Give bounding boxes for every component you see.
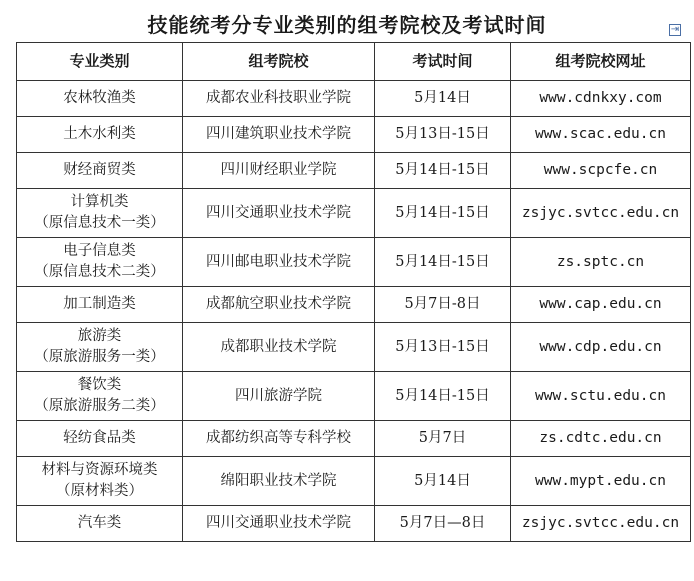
- cell-exam-time: 5月13日-15日: [375, 323, 511, 372]
- table-row: [17, 153, 691, 189]
- cell-exam-time: 5月7日—8日: [375, 506, 511, 542]
- cell-category: [17, 287, 183, 323]
- cell-exam-time: 5月13日-15日: [375, 117, 511, 153]
- table-row: [17, 506, 691, 542]
- cell-school: 成都职业技术学院: [183, 323, 375, 372]
- cell-school-url: zs.cdtc.edu.cn: [511, 421, 691, 457]
- category-line: 材料与资源环境类: [41, 462, 158, 478]
- cell-exam-time: 5月14日: [375, 81, 511, 117]
- cell-exam-time: 5月14日-15日: [375, 189, 511, 238]
- category-line: 农林牧渔类: [63, 90, 136, 106]
- cell-school: 四川财经职业学院: [183, 153, 375, 189]
- cell-school: 四川交通职业技术学院: [183, 506, 375, 542]
- cell-category: [17, 323, 183, 372]
- cell-category: [17, 117, 183, 153]
- cell-school-url: www.scac.edu.cn: [511, 117, 691, 153]
- table-body: [17, 81, 691, 542]
- table-header-row: [17, 43, 691, 81]
- category-line: 电子信息类: [63, 243, 136, 259]
- cell-school-url: www.cdp.edu.cn: [511, 323, 691, 372]
- column-header-url: 组考院校网址: [511, 43, 691, 81]
- category-line: （原旅游服务二类）: [34, 398, 165, 414]
- cell-school-url: www.scpcfe.cn: [511, 153, 691, 189]
- table-row: [17, 372, 691, 421]
- cell-category: [17, 238, 183, 287]
- export-icon[interactable]: ⇥: [670, 24, 680, 35]
- cell-school: 绵阳职业技术学院: [183, 457, 375, 506]
- table-row: [17, 238, 691, 287]
- category-line: 土木水利类: [63, 126, 136, 142]
- cell-school-url: zsjyc.svtcc.edu.cn: [511, 189, 691, 238]
- cell-school: 成都农业科技职业学院: [183, 81, 375, 117]
- cell-school-url: zsjyc.svtcc.edu.cn: [511, 506, 691, 542]
- cell-category: [17, 372, 183, 421]
- cell-category: [17, 189, 183, 238]
- category-line: 汽车类: [77, 515, 122, 531]
- cell-school: 四川邮电职业技术学院: [183, 238, 375, 287]
- cell-exam-time: 5月14日-15日: [375, 153, 511, 189]
- category-line: 财经商贸类: [63, 162, 136, 178]
- cell-exam-time: 5月14日-15日: [375, 238, 511, 287]
- column-header-time: 考试时间: [375, 43, 511, 81]
- cell-exam-time: 5月7日-8日: [375, 287, 511, 323]
- cell-exam-time: 5月14日-15日: [375, 372, 511, 421]
- category-line: 旅游类: [77, 328, 122, 344]
- cell-category: [17, 153, 183, 189]
- exam-table: [16, 42, 691, 542]
- cell-school: 成都航空职业技术学院: [183, 287, 375, 323]
- table-row: [17, 457, 691, 506]
- cell-school: 四川交通职业技术学院: [183, 189, 375, 238]
- category-line: （原旅游服务一类）: [34, 349, 165, 365]
- cell-category: [17, 457, 183, 506]
- cell-category: [17, 81, 183, 117]
- cell-school: 四川旅游学院: [183, 372, 375, 421]
- table-row: [17, 287, 691, 323]
- table-row: [17, 81, 691, 117]
- category-line: 餐饮类: [77, 377, 122, 393]
- cell-school-url: www.cdnkxy.com: [511, 81, 691, 117]
- cell-exam-time: 5月14日: [375, 457, 511, 506]
- category-line: （原信息技术二类）: [34, 264, 165, 280]
- category-line: 轻纺食品类: [63, 430, 136, 446]
- column-header-school: 组考院校: [183, 43, 375, 81]
- category-line: 加工制造类: [63, 296, 136, 312]
- category-line: 计算机类: [70, 194, 129, 210]
- category-line: （原信息技术一类）: [34, 215, 165, 231]
- cell-school: 成都纺织高等专科学校: [183, 421, 375, 457]
- category-line: （原材料类）: [56, 483, 143, 499]
- cell-school-url: www.cap.edu.cn: [511, 287, 691, 323]
- cell-category: [17, 421, 183, 457]
- cell-school-url: www.mypt.edu.cn: [511, 457, 691, 506]
- table-row: [17, 189, 691, 238]
- cell-school-url: zs.sptc.cn: [511, 238, 691, 287]
- table-row: [17, 117, 691, 153]
- cell-school-url: www.sctu.edu.cn: [511, 372, 691, 421]
- cell-exam-time: 5月7日: [375, 421, 511, 457]
- cell-category: [17, 506, 183, 542]
- table-row: [17, 323, 691, 372]
- column-header-category: 专业类别: [17, 43, 183, 81]
- table-row: [17, 421, 691, 457]
- page-title: 技能统考分专业类别的组考院校及考试时间: [147, 13, 547, 37]
- cell-school: 四川建筑职业技术学院: [183, 117, 375, 153]
